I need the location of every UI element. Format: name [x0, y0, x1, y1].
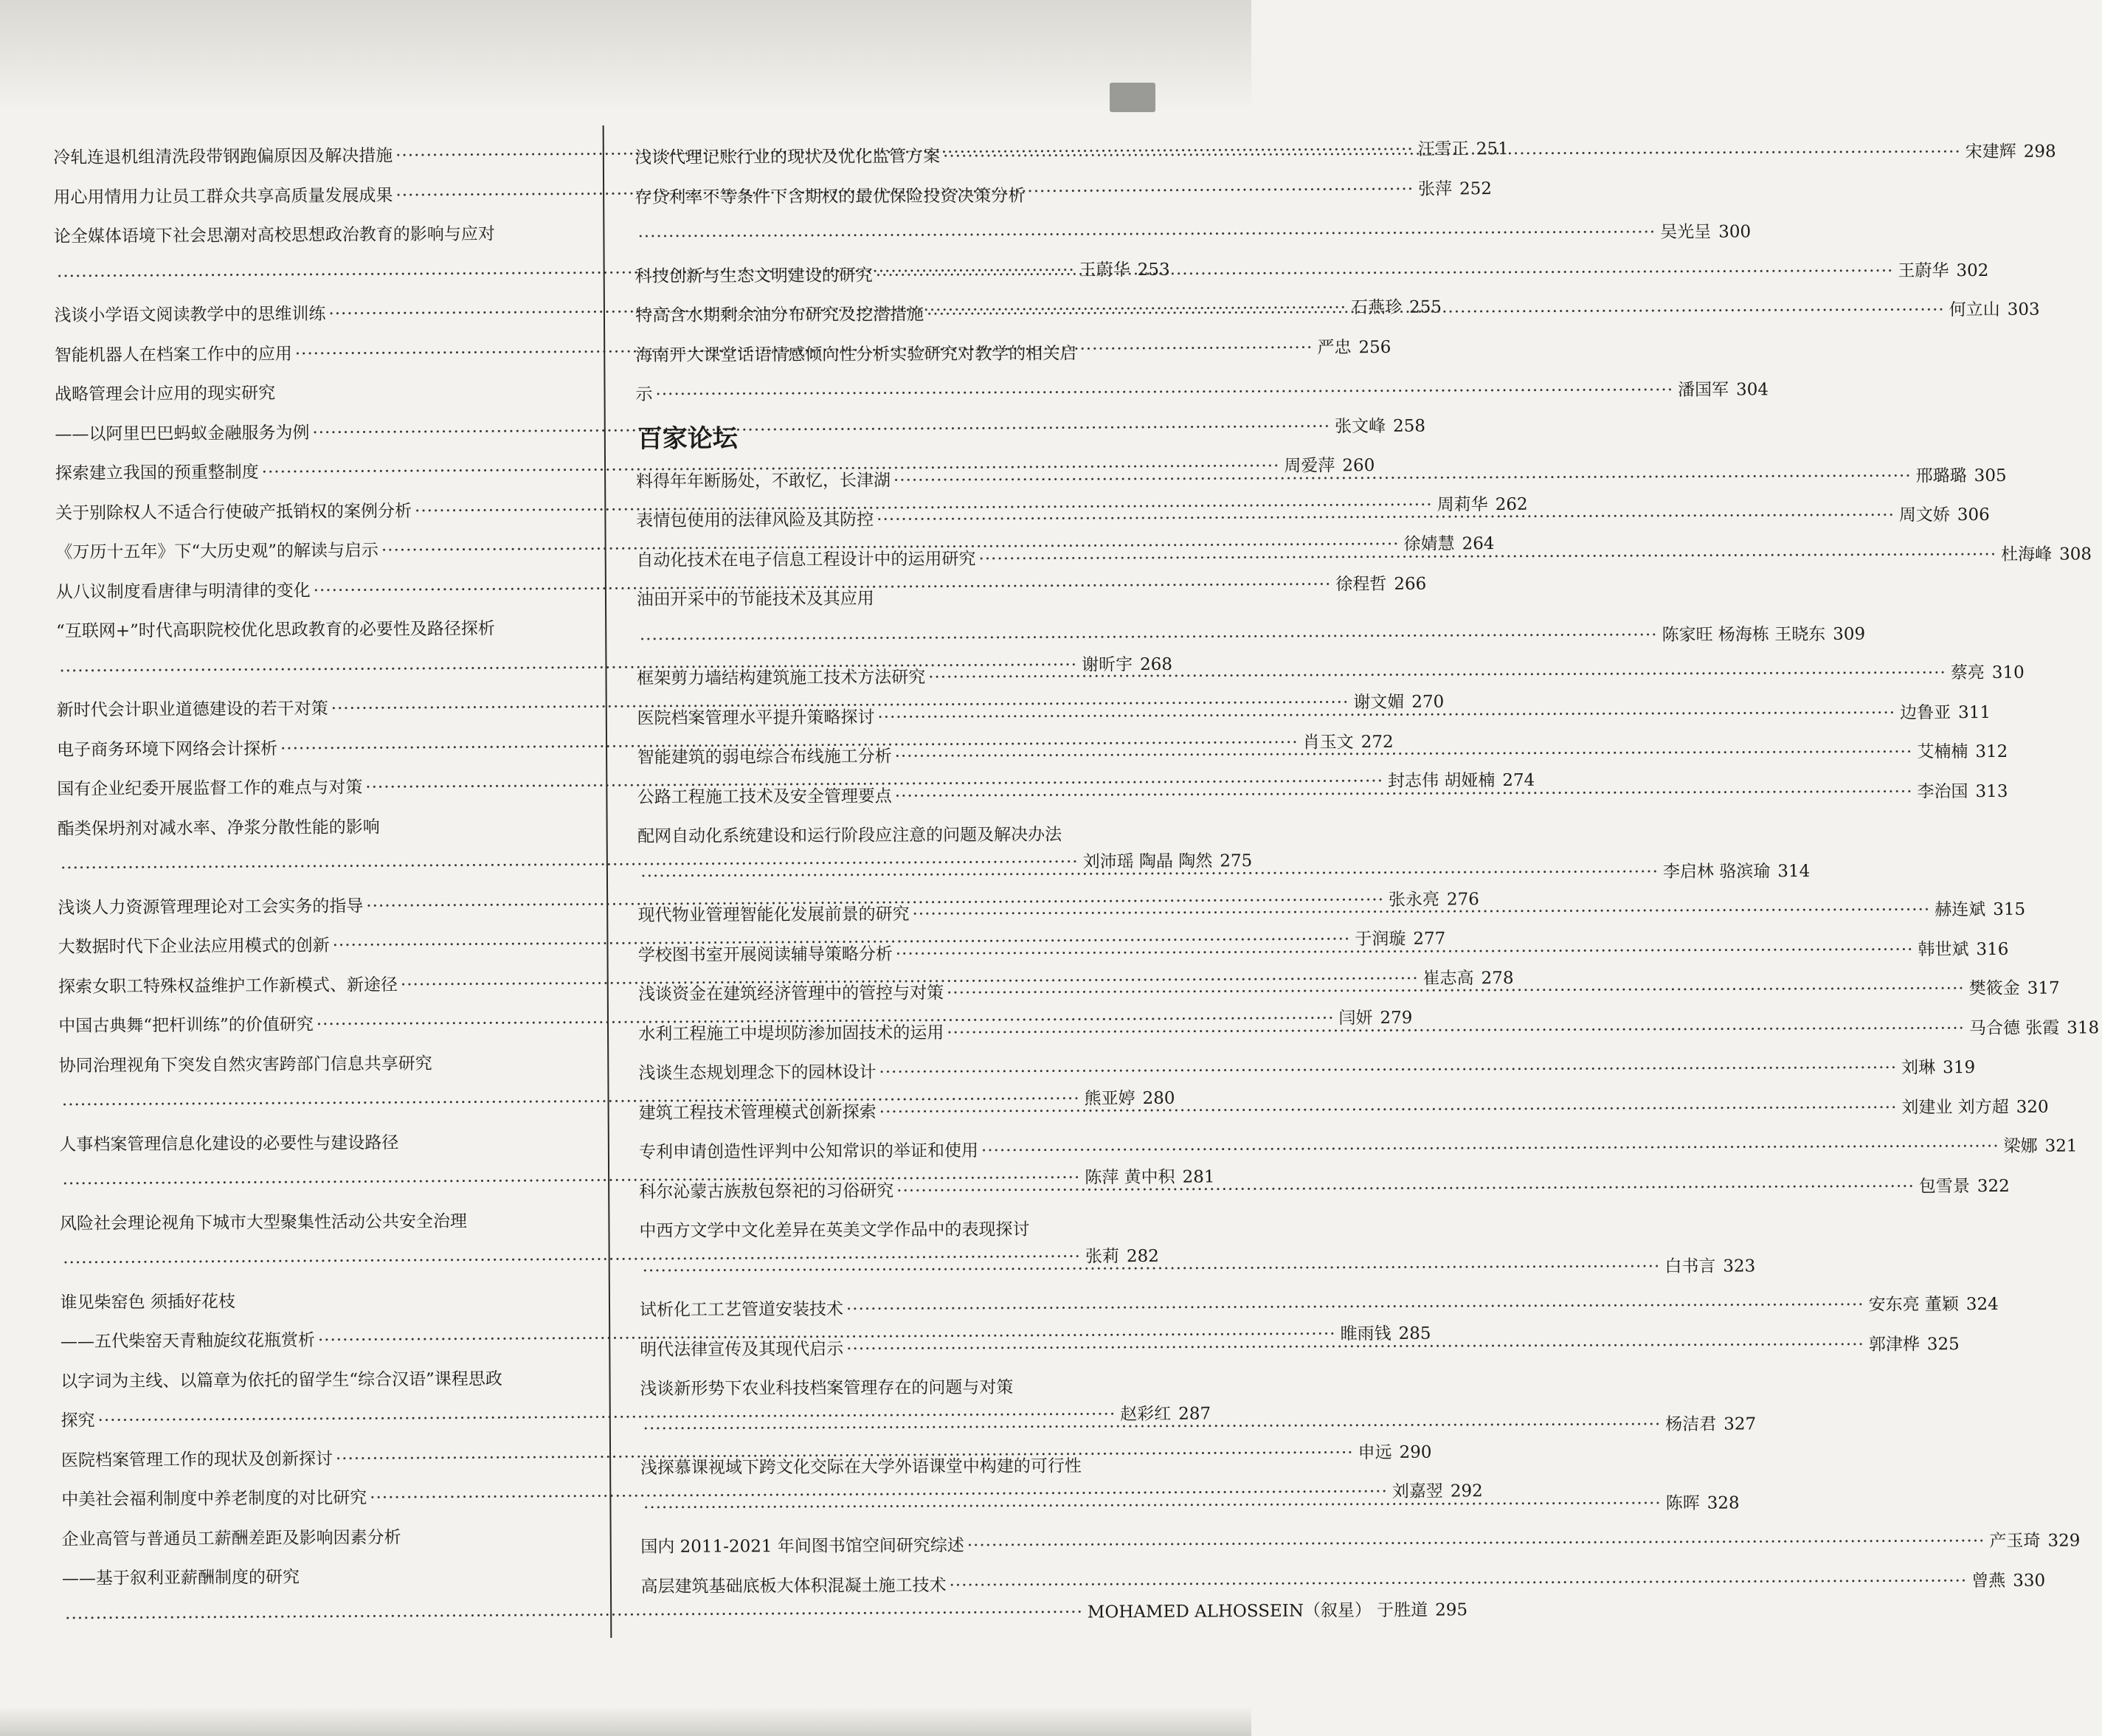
toc-entry-page: 317: [2027, 978, 2060, 998]
toc-entry-row: [58, 846, 1253, 889]
toc-entry-page: 252: [1459, 179, 1493, 198]
toc-entry-title-line: 风险社会理论视角下城市大型聚集性活动公共安全治理: [59, 1211, 468, 1234]
toc-entry: [638, 1131, 2078, 1173]
toc-entry-page: 319: [1943, 1058, 1976, 1078]
toc-entry-title: 探索女职工特殊权益维护工作新模式、新途径: [58, 975, 398, 997]
toc-entry-page: 287: [1178, 1404, 1211, 1424]
toc-entry-author: 陈家旺 杨海栋 王晓东: [1662, 624, 1826, 645]
toc-entry-author: 严忠: [1317, 337, 1352, 358]
toc-entry-row: [635, 215, 1752, 257]
toc-entry-page: 270: [1411, 692, 1445, 712]
toc-entry-author: 石燕珍: [1350, 297, 1403, 318]
dot-leader: [879, 1049, 1897, 1093]
page-bottom-edge: [0, 1706, 1251, 1736]
toc-entry-author: 李启林 骆滨瑜: [1662, 861, 1771, 882]
toc-entry-title: 学校图书室开展阅读辅导策略分析: [637, 944, 893, 965]
toc-entry-title: 水利工程施工中堤坝防渗加固技术的运用: [638, 1023, 944, 1044]
toc-entry-page: 313: [1975, 781, 2008, 801]
toc-entry-title: 医院档案管理水平提升策略探讨: [637, 708, 875, 728]
toc-entry-title: 用心用情用力让员工群众共享高质量发展成果: [53, 185, 393, 207]
toc-entry-author: 张萍: [1418, 179, 1453, 199]
toc-entry-page: 285: [1398, 1324, 1431, 1344]
toc-entry-title-line: 海南开大课堂话语情感倾向性分析实验研究对教学的相关启: [635, 343, 1077, 365]
dot-leader: [943, 133, 1961, 177]
toc-entry-row: [60, 1241, 1159, 1284]
toc-entry-title-line: “互联网+”时代高职院校优化思政教育的必要性及路径探析: [56, 619, 495, 641]
toc-entry-author: 周文娇: [1898, 505, 1950, 525]
toc-entry-row: [637, 618, 1866, 660]
toc-entry-page: 290: [1399, 1442, 1432, 1462]
toc-entry-page: 320: [2016, 1097, 2049, 1117]
toc-entry-title: 探究: [60, 1411, 95, 1431]
toc-entry-title: 国有企业纪委开展监督工作的难点与对策: [57, 778, 363, 799]
toc-entry-page: 282: [1126, 1246, 1159, 1267]
toc-entry-title: 框架剪力墙结构建筑施工技术方法研究: [637, 668, 926, 688]
toc-entry-author: 艾楠楠: [1917, 742, 1968, 762]
toc-entry-author: 白书言: [1664, 1256, 1716, 1276]
toc-entry-page: 303: [2007, 300, 2040, 319]
toc-entry-row: [60, 1399, 1211, 1442]
toc-entry-author: 杨洁君: [1665, 1414, 1717, 1434]
toc-entry-author: 边鲁亚: [1899, 702, 1951, 723]
toc-entry-title-line: 企业高管与普通员工薪酬差距及影响因素分析: [61, 1527, 401, 1549]
toc-entry-page: 281: [1182, 1167, 1215, 1187]
toc-entry-page: 327: [1724, 1414, 1757, 1434]
toc-entry-author: 于润璇: [1355, 929, 1406, 950]
toc-entry-author: 封志伟 胡娅楠: [1387, 771, 1496, 791]
toc-entry-page: 260: [1342, 456, 1375, 476]
dot-leader: [643, 1484, 1662, 1528]
dot-leader: [879, 1088, 1898, 1132]
toc-entry-page: 305: [1974, 466, 2007, 485]
toc-entry-page: 316: [1976, 939, 2009, 959]
toc-entry-title-line: 论全媒体语境下社会思潮对高校思想政治教育的影响与应对: [53, 224, 495, 246]
toc-entry-author: 马合德 张霞: [1968, 1018, 2060, 1038]
toc-entry-page: 298: [2023, 142, 2056, 162]
toc-entry-title: 科尔沁蒙古族敖包祭祀的习俗研究: [639, 1180, 894, 1202]
toc-entry-title: 中国古典舞“把杆训练”的价值研究: [58, 1014, 314, 1036]
toc-entry-author: 崔志高: [1422, 968, 1474, 989]
toc-entry-title: 现代物业管理智能化发展前景的研究: [637, 905, 910, 925]
toc-entry-title: 料得年年断肠处，不敢忆，长津湖: [635, 470, 891, 491]
toc-entry-row: [640, 1249, 1756, 1291]
toc-entry-title: 试析化工工艺管道安装技术: [639, 1299, 843, 1320]
toc-entry-author: 周爱萍: [1284, 456, 1335, 476]
toc-entry-title: ——五代柴窑天青釉旋纹花瓶赏析: [60, 1330, 316, 1352]
toc-entry-author: 谢文媚: [1353, 692, 1405, 713]
dot-leader: [643, 1405, 1662, 1449]
toc-entry-title: ——以阿里巴巴蚂蚁金融服务为例: [55, 423, 310, 444]
toc-entry-author: 刘建业 刘方超: [1901, 1097, 2009, 1118]
toc-entry-page: 318: [2067, 1017, 2100, 1038]
toc-entry-row: [638, 1131, 2078, 1173]
dot-leader: [893, 457, 1912, 501]
toc-entry-title: 表情包使用的法律风险及其防控: [636, 510, 874, 530]
dot-leader: [947, 969, 1965, 1014]
dot-leader: [640, 852, 1659, 896]
toc-entry-title: 浅谈代理记账行业的现状及优化监管方案: [635, 147, 941, 167]
toc-entry-title-line: 浅探慕课视域下跨文化交际在大学外语课堂中构建的可行性: [640, 1456, 1082, 1478]
toc-entry-author: 熊亚婷: [1084, 1089, 1135, 1109]
toc-entry-title: 浅谈资金在建筑经济管理中的管控与对策: [638, 983, 944, 1004]
toc-entry-row: [638, 1091, 2049, 1133]
toc-entry-title-line: 中西方文学中文化差异在英美文学作品中的表现探讨: [639, 1220, 1030, 1241]
toc-entry-author: 张永亮: [1388, 890, 1440, 910]
toc-entry-author: 周莉华: [1437, 494, 1488, 515]
toc-entry-title: 明代法律宣传及其现代启示: [640, 1339, 844, 1360]
section-heading: 百家论坛: [637, 423, 738, 454]
toc-entry-page: 268: [1139, 654, 1173, 674]
dot-leader: [928, 654, 1946, 698]
toc-entry-page: 322: [1977, 1176, 2010, 1196]
toc-entry-page: 306: [1957, 505, 1990, 525]
toc-entry-page: 279: [1380, 1008, 1413, 1028]
toc-entry-title: 公路工程施工技术及安全管理要点: [637, 786, 892, 807]
toc-entry-page: 315: [1993, 899, 2026, 919]
toc-entry-page: 253: [1137, 260, 1170, 280]
toc-entry: [639, 1210, 1756, 1291]
toc-entry-page: 295: [1435, 1600, 1468, 1620]
toc-entry-author: 肖玉文: [1302, 732, 1354, 753]
toc-entry-author: 潘国军: [1678, 380, 1729, 400]
toc-entry-row: [638, 1052, 1976, 1094]
toc-entry-title: 智能建筑的弱电综合布线施工分析: [637, 747, 892, 767]
toc-entry-author: 杜海峰: [2001, 544, 2053, 564]
dot-leader: [640, 615, 1658, 660]
toc-entry-title: 国内 2011-2021 年间图书馆空间研究综述: [640, 1536, 964, 1557]
toc-entry-author: 陈萍 黄中积: [1085, 1167, 1175, 1188]
toc-entry-author: 蔡亮: [1950, 663, 1985, 683]
toc-entry-page: 280: [1142, 1088, 1175, 1109]
dot-leader: [912, 891, 1930, 935]
toc-entry-author: 曾燕: [1971, 1571, 2006, 1591]
toc-entry-author: 邢璐璐: [1915, 466, 1967, 485]
toc-entry-title: 关于别除权人不适合行使破产抵销权的案例分析: [55, 501, 412, 523]
dot-leader: [655, 371, 1673, 415]
toc-entry-title-line: 配网自动化系统建设和运行阶段应注意的问题及解决办法: [637, 825, 1062, 846]
toc-entry: [640, 1526, 2081, 1568]
toc-entry-title: 特高含水期剩余油分布研究及挖潜措施: [635, 305, 924, 325]
toc-entry-title-line: 战略管理会计应用的现实研究: [55, 384, 276, 404]
toc-entry-page: 308: [2059, 544, 2092, 564]
dot-leader: [981, 1127, 1999, 1172]
toc-entry-title: 电子商务环境下网络会计探析: [56, 739, 278, 760]
toc-entry-author: 陈晖: [1665, 1493, 1700, 1513]
dot-leader: [846, 1286, 1864, 1330]
toc-entry: [640, 1565, 2046, 1607]
toc-entry-title: 探索建立我国的预重整制度: [55, 463, 259, 483]
toc-entry-author: 谢昕宇: [1081, 654, 1133, 674]
toc-entry-author: 申远: [1358, 1442, 1392, 1462]
dot-leader: [978, 535, 1996, 579]
toc-entry-title-line: 浅谈新形势下农业科技档案管理存在的问题与对策: [640, 1377, 1014, 1399]
toc-entry-author: MOHAMED ALHOSSEIN（叙星） 于胜道: [1087, 1600, 1428, 1622]
toc-entry-page: 321: [2044, 1136, 2078, 1156]
toc-entry-title: 高层建筑基础底板大体积混凝土施工技术: [640, 1575, 947, 1597]
toc-entry: [635, 255, 1989, 297]
toc-entry-title: 浅谈生态规划理念下的园林设计: [638, 1062, 877, 1083]
toc-entry-page: 262: [1495, 494, 1528, 514]
toc-entry-author: 张文峰: [1334, 416, 1386, 436]
toc-entry-page: 324: [1966, 1294, 1999, 1315]
toc-entry-row: [637, 657, 2025, 699]
toc-entry-page: 264: [1462, 534, 1495, 554]
dot-leader: [877, 497, 1895, 541]
dot-leader: [876, 252, 1894, 296]
dot-leader: [895, 733, 1913, 777]
toc-entry-title: 浅谈小学语文阅读教学中的思维训练: [54, 304, 326, 325]
toc-entry-page: 274: [1502, 770, 1535, 791]
dot-leader: [896, 930, 1914, 975]
toc-entry-row: [635, 373, 1769, 415]
toc-entry-title: 大数据时代下企业法应用模式的创新: [58, 936, 330, 957]
toc-entry-page: 304: [1736, 380, 1769, 400]
toc-entry-row: [640, 1526, 2081, 1568]
toc-entry-author: 樊筱金: [1968, 978, 2020, 999]
toc-entry-title: 科技创新与生态文明建设的研究: [635, 266, 873, 286]
toc-entry-page: 278: [1481, 968, 1514, 988]
toc-entry: [638, 1091, 2049, 1133]
dot-leader: [896, 1167, 1915, 1211]
toc-entry-author: 睢雨钱: [1340, 1324, 1391, 1344]
toc-entry-row: [635, 255, 1989, 297]
toc-entry-page: 312: [1975, 741, 2008, 762]
toc-entry-title: 从八议制度看唐律与明清律的变化: [55, 581, 311, 602]
toc-entry-page: 311: [1957, 702, 1991, 722]
toc-entry-author: 梁娜: [2003, 1136, 2038, 1156]
toc-entry-page: 272: [1361, 732, 1394, 752]
toc-entry-author: 宋建辉: [1965, 142, 2016, 162]
toc-entry-title-line: 油田开采中的节能技术及其应用: [636, 589, 874, 609]
toc-entry-page: 276: [1446, 889, 1479, 909]
toc-entry-page: 258: [1392, 416, 1426, 436]
toc-entry-title: 智能机器人在档案工作中的应用: [54, 344, 292, 365]
dot-leader: [947, 1009, 1965, 1054]
toc-entry-title-line: 人事档案管理信息化建设的必要性与建设路径: [59, 1132, 399, 1155]
toc-entry-title-line: ——基于叙利亚薪酬制度的研究: [61, 1567, 300, 1588]
toc-entry-page: 309: [1833, 624, 1866, 644]
toc-entry-title: 医院档案管理工作的现状及创新探讨: [60, 1449, 333, 1470]
dot-leader: [877, 694, 1895, 738]
dot-leader: [949, 1562, 1967, 1606]
toc-entry-title: 《万历十五年》下“大历史观”的解读与启示: [55, 541, 379, 562]
dot-leader: [967, 1522, 1985, 1566]
toc-entry-title-line: 以字词为主线、以篇章为依托的留学生“综合汉语”课程思政: [60, 1369, 502, 1391]
toc-entry-title-line: 协同治理视角下突发自然灾害跨部门信息共享研究: [58, 1054, 432, 1076]
toc-entry-author: 徐程哲: [1335, 574, 1387, 594]
toc-entry-author: 吴光呈: [1660, 222, 1712, 242]
toc-entry-page: 292: [1450, 1481, 1483, 1501]
toc-entry-page: 314: [1777, 861, 1811, 881]
toc-entry-author: 刘琳: [1901, 1058, 1936, 1078]
toc-entry-page: 329: [2047, 1531, 2081, 1551]
toc-entry-author: 赫连斌: [1935, 900, 1986, 920]
toc-entry-author: 张莉: [1085, 1247, 1120, 1267]
toc-entry-author: 产玉琦: [1989, 1531, 2041, 1552]
toc-entry-title: 专利申请创造性评判中公知常识的举证和使用: [638, 1141, 979, 1162]
corner-mark: [1110, 83, 1155, 112]
toc-entry-author: 徐婧慧: [1403, 534, 1455, 554]
toc-entry-author: 王蔚华: [1079, 260, 1130, 280]
toc-entry-title: 冷轧连退机组清洗段带钢跑偏原因及解决措施: [53, 146, 393, 167]
dot-leader: [895, 772, 1913, 817]
toc-entry-page: 256: [1358, 337, 1391, 357]
toc-entry-page: 275: [1220, 851, 1253, 871]
toc-entry: [637, 657, 2025, 699]
toc-entry-author: 闫妍: [1338, 1009, 1373, 1028]
toc-entry: [639, 1289, 1999, 1331]
page-shadow: [0, 0, 1251, 111]
toc-entry-title: 浅谈人力资源管理理论对工会实务的指导: [58, 896, 364, 918]
toc-entry-title: 新时代会计职业道德建设的若干对策: [56, 699, 328, 720]
toc-entry-title: 示: [635, 384, 653, 404]
toc-entry-author: 汪雪正: [1417, 139, 1469, 159]
toc-entry-author: 安东亮 董颖: [1868, 1295, 1959, 1315]
dot-leader: [643, 1247, 1661, 1291]
toc-entry-page: 302: [1956, 260, 1989, 280]
toc-entry-title-line: 酯类保坍剂对减水率、净浆分散性能的影响: [57, 817, 380, 839]
toc-entry-page: 255: [1408, 297, 1442, 317]
toc-entry-title-line: 存贷利率不等条件下含期权的最优保险投资决策分析: [635, 186, 1026, 207]
toc-entry-row: [61, 1478, 1483, 1521]
dot-leader: [927, 291, 1945, 335]
toc-entry-page: 325: [1926, 1334, 1960, 1354]
toc-entry-page: 300: [1718, 222, 1752, 242]
toc-entry-author: 刘沛瑶 陶晶 陶然: [1082, 851, 1213, 872]
toc-entry-page: 328: [1707, 1493, 1740, 1513]
toc-entry-row: [640, 1565, 2046, 1607]
toc-entry-title: 中美社会福利制度中养老制度的对比研究: [61, 1488, 367, 1510]
dot-leader: [637, 213, 1656, 257]
toc-entry-author: 郭津桦: [1868, 1334, 1920, 1355]
toc-entry-title: 自动化技术在电子信息工程设计中的运用研究: [636, 549, 976, 570]
toc-entry-row: [62, 1596, 1468, 1639]
toc-entry-author: 韩世斌: [1918, 939, 1969, 959]
toc-entry-page: 251: [1476, 139, 1509, 159]
toc-entry-author: 赵彩红: [1120, 1404, 1172, 1425]
toc-entry: [61, 1478, 1483, 1521]
toc-entry-author: 王蔚华: [1898, 260, 1949, 281]
toc-entry-page: 266: [1394, 574, 1427, 594]
toc-entry-author: 李治国: [1917, 781, 1968, 801]
toc-entry-title: 建筑工程技术管理模式创新探索: [638, 1102, 877, 1123]
toc-entry-row: [639, 1289, 1999, 1331]
toc-entry-page: 323: [1723, 1256, 1756, 1276]
toc-entry-author: 何立山: [1949, 300, 2000, 320]
toc-entry: [638, 1052, 1976, 1094]
toc-entry-author: 包雪景: [1918, 1176, 1970, 1196]
toc-entry-page: 277: [1413, 929, 1446, 949]
toc-entry-title-line: 谁见柴窑色 须插好花枝: [60, 1292, 236, 1313]
toc-entry-page: 310: [1991, 663, 2025, 682]
toc-entry-page: 330: [2013, 1571, 2046, 1591]
dot-leader: [846, 1325, 1864, 1369]
toc-entry-author: 刘嘉翌: [1391, 1481, 1443, 1501]
